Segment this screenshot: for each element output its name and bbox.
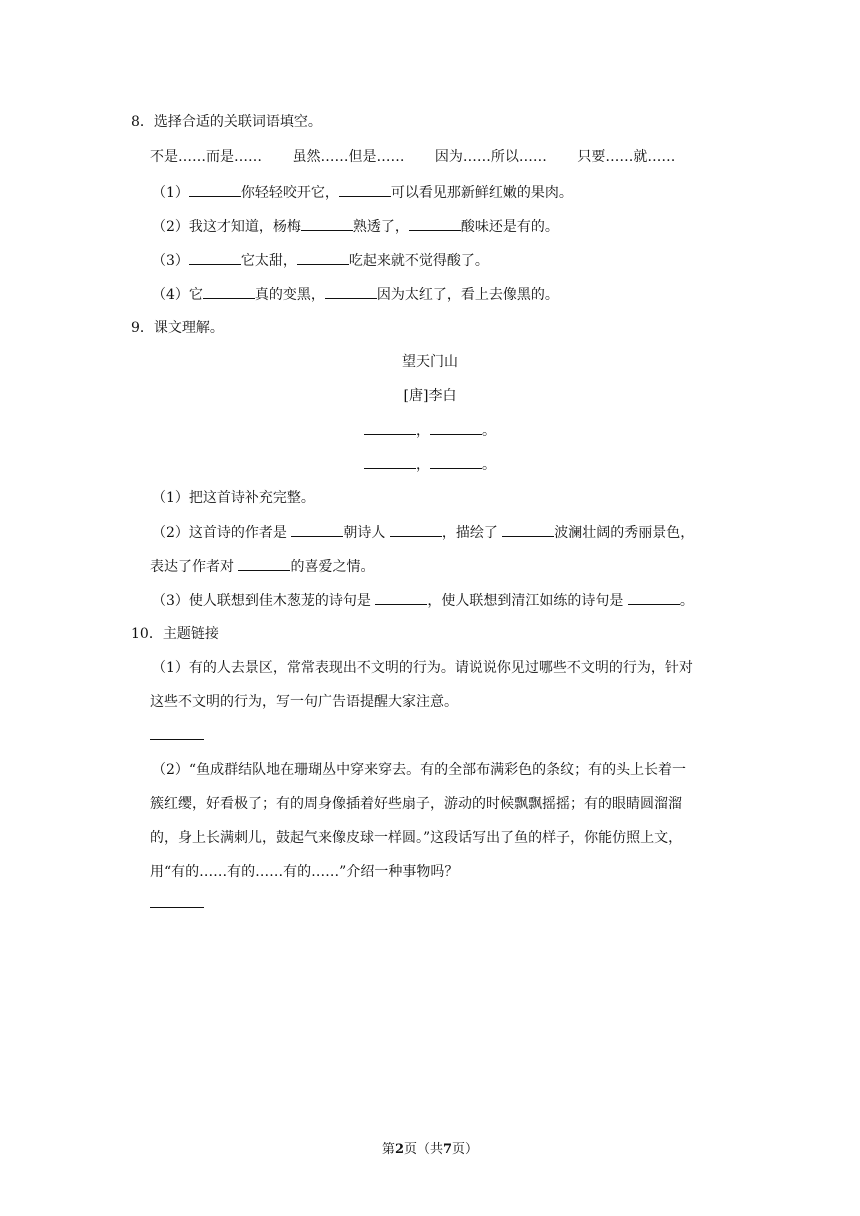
footer-post: 页） [452,1142,479,1157]
blank[interactable] [339,182,391,197]
blank[interactable] [430,420,482,435]
q8-item-4 [152,284,559,305]
poem-line-2 [0,454,860,475]
q8-options [150,147,701,167]
footer-mid: 页（共 [403,1142,443,1157]
q10-p1-line1: （1）有的人去景区，常常表现出不文明的行为。请说说你见过哪些不文明的行为，针对 [152,660,693,676]
q9-sub-3-a: （3）使人联想到佳木葱茏的诗句是 [152,593,371,609]
q8-item-3-prefix: （3） [152,253,189,269]
q10-title: 10．主题链接 [131,626,219,642]
q9-sub-2-d: 波澜壮阔的秀丽景色， [554,525,695,541]
q9-sub-2-e: 表达了作者对 [150,559,234,575]
q9-title: 9．课文理解。 [131,320,224,336]
q8-option-3: 因为……所以…… [434,149,547,165]
q9-sub-2-f: 的喜爱之情。 [290,559,375,575]
q9-sub-3-b: ，使人联想到清江如练的诗句是 [427,593,624,609]
q9-sub-3 [152,590,694,611]
q8-item-3-mid: 它太甜， [240,253,297,269]
footer-total-pages: 7 [443,1142,453,1157]
q10-p1-line2: 这些不文明的行为，写一句广告语提醒大家注意。 [150,694,458,710]
q9-sub-1: （1）把这首诗补充完整。 [152,490,315,506]
blank[interactable] [502,522,554,537]
blank[interactable] [430,454,482,469]
q10-p2-line2: 簇红缨，好看极了；有的周身像插着好些扇子，游动的时候飘飘摇摇；有的眼睛圆溜溜 [150,796,682,812]
q8-item-4-end: 因为太红了，看上去像黑的。 [376,287,559,303]
comma: ， [416,423,430,439]
q8-option-2: 虽然……但是…… [292,149,405,165]
blank[interactable] [375,590,427,605]
footer-page-number: 2 [394,1142,404,1157]
answer-line-1[interactable] [150,739,204,740]
blank[interactable] [189,250,241,265]
q8-title: 8．选择合适的关联词语填空。 [131,114,322,130]
q9-sub-2-c: ，描绘了 [441,525,498,541]
blank[interactable] [325,284,377,299]
q10-p2-line4: 用“有的……有的……有的……”介绍一种事物吗？ [150,864,459,880]
footer-pre: 第 [381,1142,395,1157]
q8-item-2-prefix: （2）我这才知道，杨梅 [152,219,301,235]
q8-item-2-mid: 熟透了， [352,219,409,235]
blank[interactable] [364,420,416,435]
blank[interactable] [301,216,353,231]
poem-author: [唐]李白 [403,388,457,404]
blank[interactable] [628,590,680,605]
blank[interactable] [203,284,255,299]
answer-line-2[interactable] [150,907,204,908]
q8-option-1: 不是……而是…… [150,149,262,165]
q8-item-1 [152,182,573,203]
q8-item-4-mid: 真的变黑， [254,287,325,303]
q8-option-4: 只要……就…… [577,149,676,165]
q8-item-1-mid: 你轻轻咬开它， [240,185,339,201]
q8-item-3 [152,250,489,271]
q8-item-4-prefix: （4）它 [152,287,203,303]
blank[interactable] [409,216,461,231]
q8-item-3-end: 吃起来就不觉得酸了。 [348,253,489,269]
blank[interactable] [390,522,442,537]
comma: ， [416,457,430,473]
page-footer [0,1140,860,1160]
q9-sub-2 [152,522,694,543]
poem-line-1 [0,420,860,441]
q10-p2-line1: （2）“鱼成群结队地在珊瑚丛中穿来穿去。有的全部布满彩色的条纹；有的头上长着一 [152,762,687,778]
q8-item-2 [152,216,559,237]
q9-sub-2-cont [150,556,374,577]
q9-sub-2-a: （2）这首诗的作者是 [152,525,287,541]
q10-p2-line3: 的，身上长满刺儿，鼓起气来像皮球一样圆。”这段话写出了鱼的样子，你能仿照上文， [150,830,683,846]
q8-item-2-end: 酸味还是有的。 [460,219,559,235]
period: 。 [482,457,496,473]
blank[interactable] [238,556,290,571]
poem-title: 望天门山 [402,354,458,370]
q8-item-1-prefix: （1） [152,185,189,201]
blank[interactable] [364,454,416,469]
q9-sub-3-c: 。 [679,593,694,609]
blank[interactable] [189,182,241,197]
period: 。 [482,423,496,439]
blank[interactable] [297,250,349,265]
q9-sub-2-b: 朝诗人 [343,525,386,541]
q8-item-1-end: 可以看见那新鲜红嫩的果肉。 [390,185,573,201]
blank[interactable] [291,522,343,537]
